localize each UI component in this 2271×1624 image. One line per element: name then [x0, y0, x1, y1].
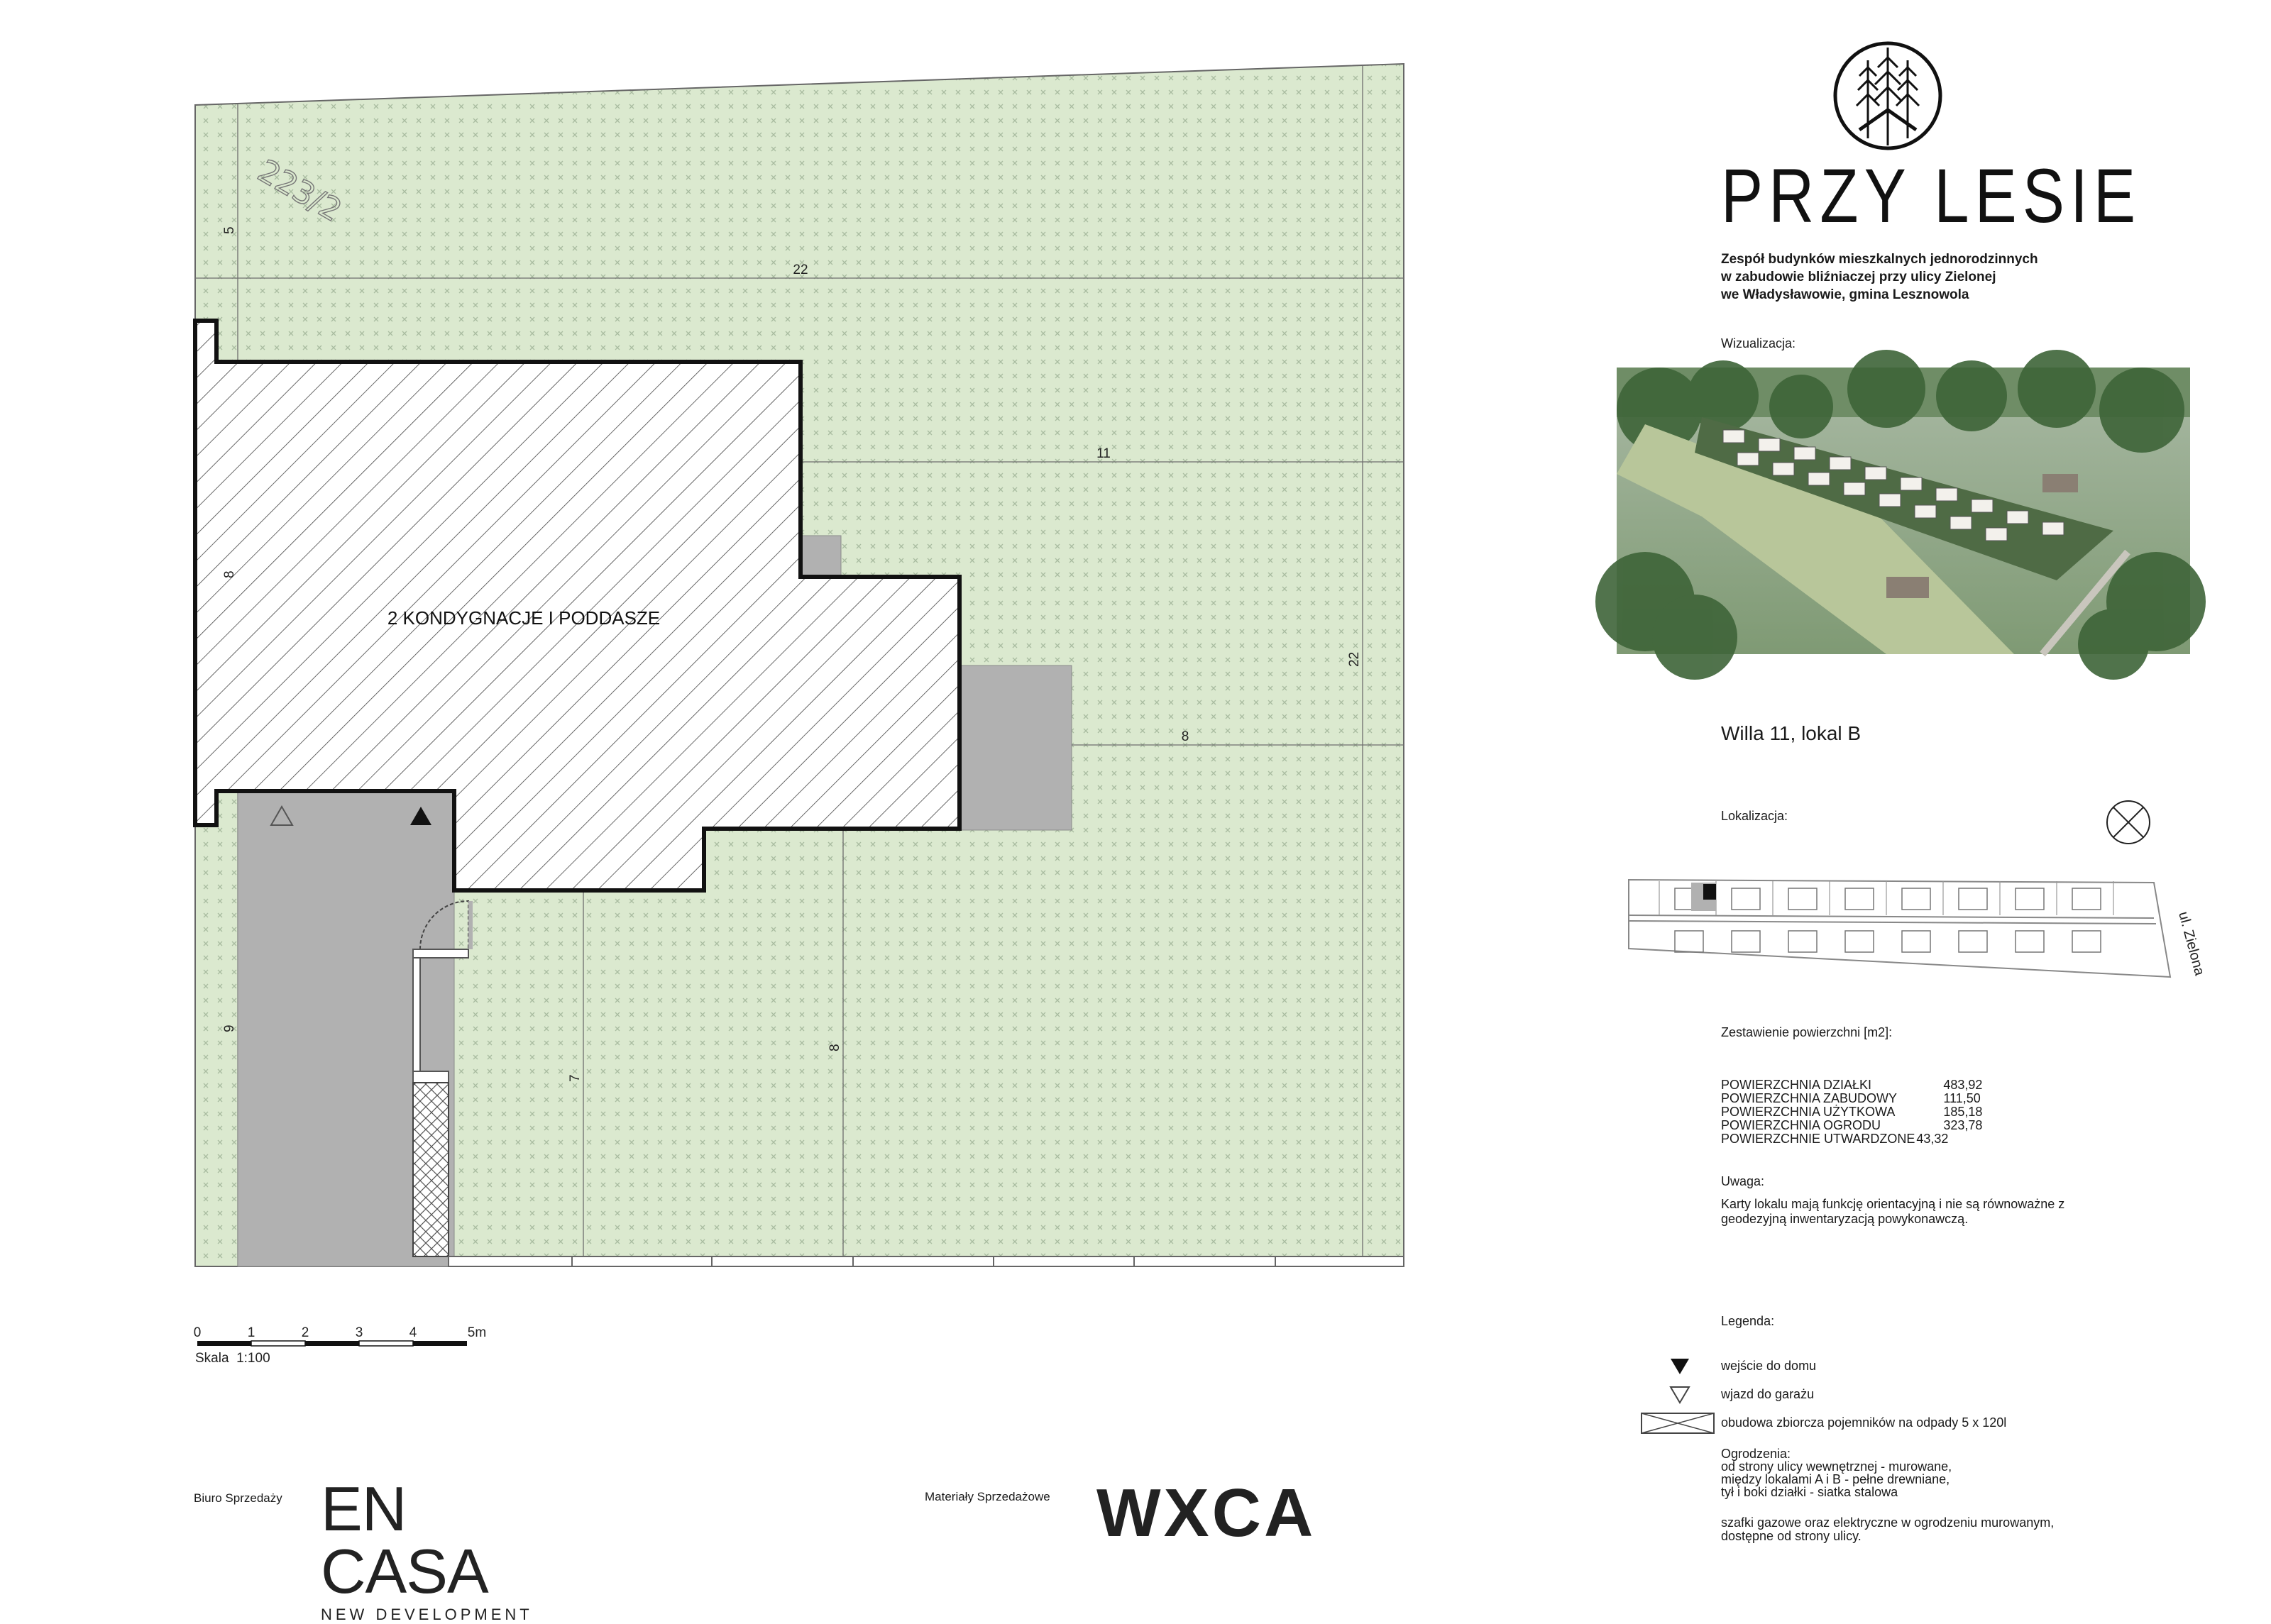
visualization-label: Wizualizacja: [1721, 336, 1796, 350]
areas-label: Zestawienie powierzchni [m2]: [1721, 1025, 1893, 1039]
encasa-name: EN CASA [321, 1474, 488, 1606]
description-line: w zabudowie bliźniaczej przy ulicy Zielonej [1721, 270, 1996, 285]
encasa-sub: NEW DEVELOPMENT [321, 1606, 533, 1623]
plot-number: 223/2 [251, 153, 348, 229]
dim-right-height: 22 [1347, 651, 1362, 667]
note-label: Uwaga: [1721, 1174, 1765, 1188]
location-label: Lokalizacja: [1721, 809, 1788, 823]
legend-bin-enclosure: obudowa zbiorcza pojemników na odpady 5 x 120l [1721, 1415, 2007, 1430]
area-value: 185,18 [1943, 1105, 1983, 1119]
street-label: ul. Zielona [2175, 910, 2208, 978]
area-name: POWIERZCHNIE UTWARDZONE [1721, 1132, 1915, 1146]
tree-circle-logo [1831, 39, 1945, 153]
area-name: POWIERZCHNIA UŻYTKOWA [1721, 1105, 1896, 1119]
side-paving [801, 536, 841, 577]
area-value: 323,78 [1943, 1118, 1983, 1132]
area-name: POWIERZCHNIA ZABUDOWY [1721, 1091, 1898, 1105]
table-row [1721, 1105, 1982, 1119]
table-row [1721, 1119, 1982, 1132]
legend-label: Legenda: [1721, 1314, 1775, 1328]
fences-line: tył i boki działki - siatka stalowa [1721, 1485, 1898, 1499]
area-value: 43,32 [1916, 1132, 1949, 1146]
area-value: 111,50 [1943, 1091, 1981, 1105]
scale-bar [194, 1325, 486, 1366]
front-fence [449, 1256, 1404, 1266]
scale-tick: 2 [301, 1325, 309, 1340]
north-arrow-icon [2105, 799, 2152, 846]
legend-garage-entrance: wjazd do garażu [1721, 1387, 1815, 1401]
area-name: POWIERZCHNIA OGRODU [1721, 1118, 1881, 1132]
legend-fences [1721, 1447, 1952, 1498]
bin-enclosure-icon [1641, 1413, 1715, 1434]
sales-office-label: Biuro Sprzedaży [194, 1491, 282, 1505]
wxca-logo: WXCA [1096, 1475, 1316, 1551]
table-row [1721, 1092, 1982, 1105]
description-line: we Władysławowie, gmina Lesznowola [1721, 287, 1969, 302]
dim-lower-right: 8 [1181, 729, 1189, 744]
brand-name: PRZY LESIE [1721, 153, 2142, 238]
aerial-visualization-image [1617, 368, 2190, 654]
fences-title: Ogrodzenia: [1721, 1447, 1791, 1461]
area-value: 483,92 [1943, 1078, 1983, 1092]
dim-garden-left: 7 [568, 1074, 583, 1082]
materials-label: Materiały Sprzedażowe [925, 1490, 1050, 1503]
cabinets-line: dostępne od strony ulicy. [1721, 1529, 1862, 1543]
dim-drive-depth: 9 [222, 1024, 237, 1032]
area-name: POWIERZCHNIA DZIAŁKI [1721, 1078, 1872, 1092]
description-line: Zespół budynków mieszkalnych jednorodzinnych [1721, 252, 2038, 267]
dim-top-depth: 5 [222, 226, 237, 234]
terrace [959, 665, 1072, 830]
dim-garden-mid: 8 [827, 1044, 842, 1051]
scale-tick: 5m [467, 1325, 487, 1340]
dim-width-total: 22 [793, 263, 808, 277]
note-text [1721, 1197, 2064, 1227]
note-line: Karty lokalu mają funkcję orientacyjną i nie są równoważne z [1721, 1197, 2065, 1211]
scale-tick: 4 [409, 1325, 417, 1340]
location-map [1625, 874, 2208, 981]
cabinets-line: szafki gazowe oraz elektryczne w ogrodzeniu murowanym, [1721, 1515, 2055, 1530]
table-row [1721, 1132, 1982, 1146]
legend [1632, 1352, 2200, 1564]
legend-house-entrance: wejście do domu [1721, 1359, 1817, 1373]
scale-tick: 3 [355, 1325, 363, 1340]
legend-cabinets [1721, 1516, 2054, 1543]
dim-house-depth: 8 [222, 570, 237, 578]
unit-title: Willa 11, lokal B [1721, 722, 1862, 744]
table-row [1721, 1078, 1982, 1092]
fences-line: od strony ulicy wewnętrznej - murowane, [1721, 1459, 1952, 1474]
garage-entrance-icon [1669, 1386, 1690, 1404]
brand-description [1721, 250, 2038, 304]
scale-label: Skala 1:100 [195, 1351, 270, 1366]
fences-line: między lokalami A i B - pełne drewniane, [1721, 1472, 1950, 1486]
scale-tick: 0 [193, 1325, 202, 1340]
dim-right-segment: 11 [1096, 446, 1111, 461]
building-label: 2 KONDYGNACJE I PODDASZE [387, 607, 661, 629]
house-entrance-icon [1669, 1357, 1690, 1376]
fence-wall [413, 949, 420, 1081]
note-line: geodezyjną inwentaryzacją powykonawczą. [1721, 1212, 1969, 1226]
areas-table [1721, 1078, 1982, 1146]
bin-enclosure [413, 1083, 449, 1256]
scale-tick: 1 [247, 1325, 255, 1340]
encasa-logo [321, 1474, 562, 1624]
